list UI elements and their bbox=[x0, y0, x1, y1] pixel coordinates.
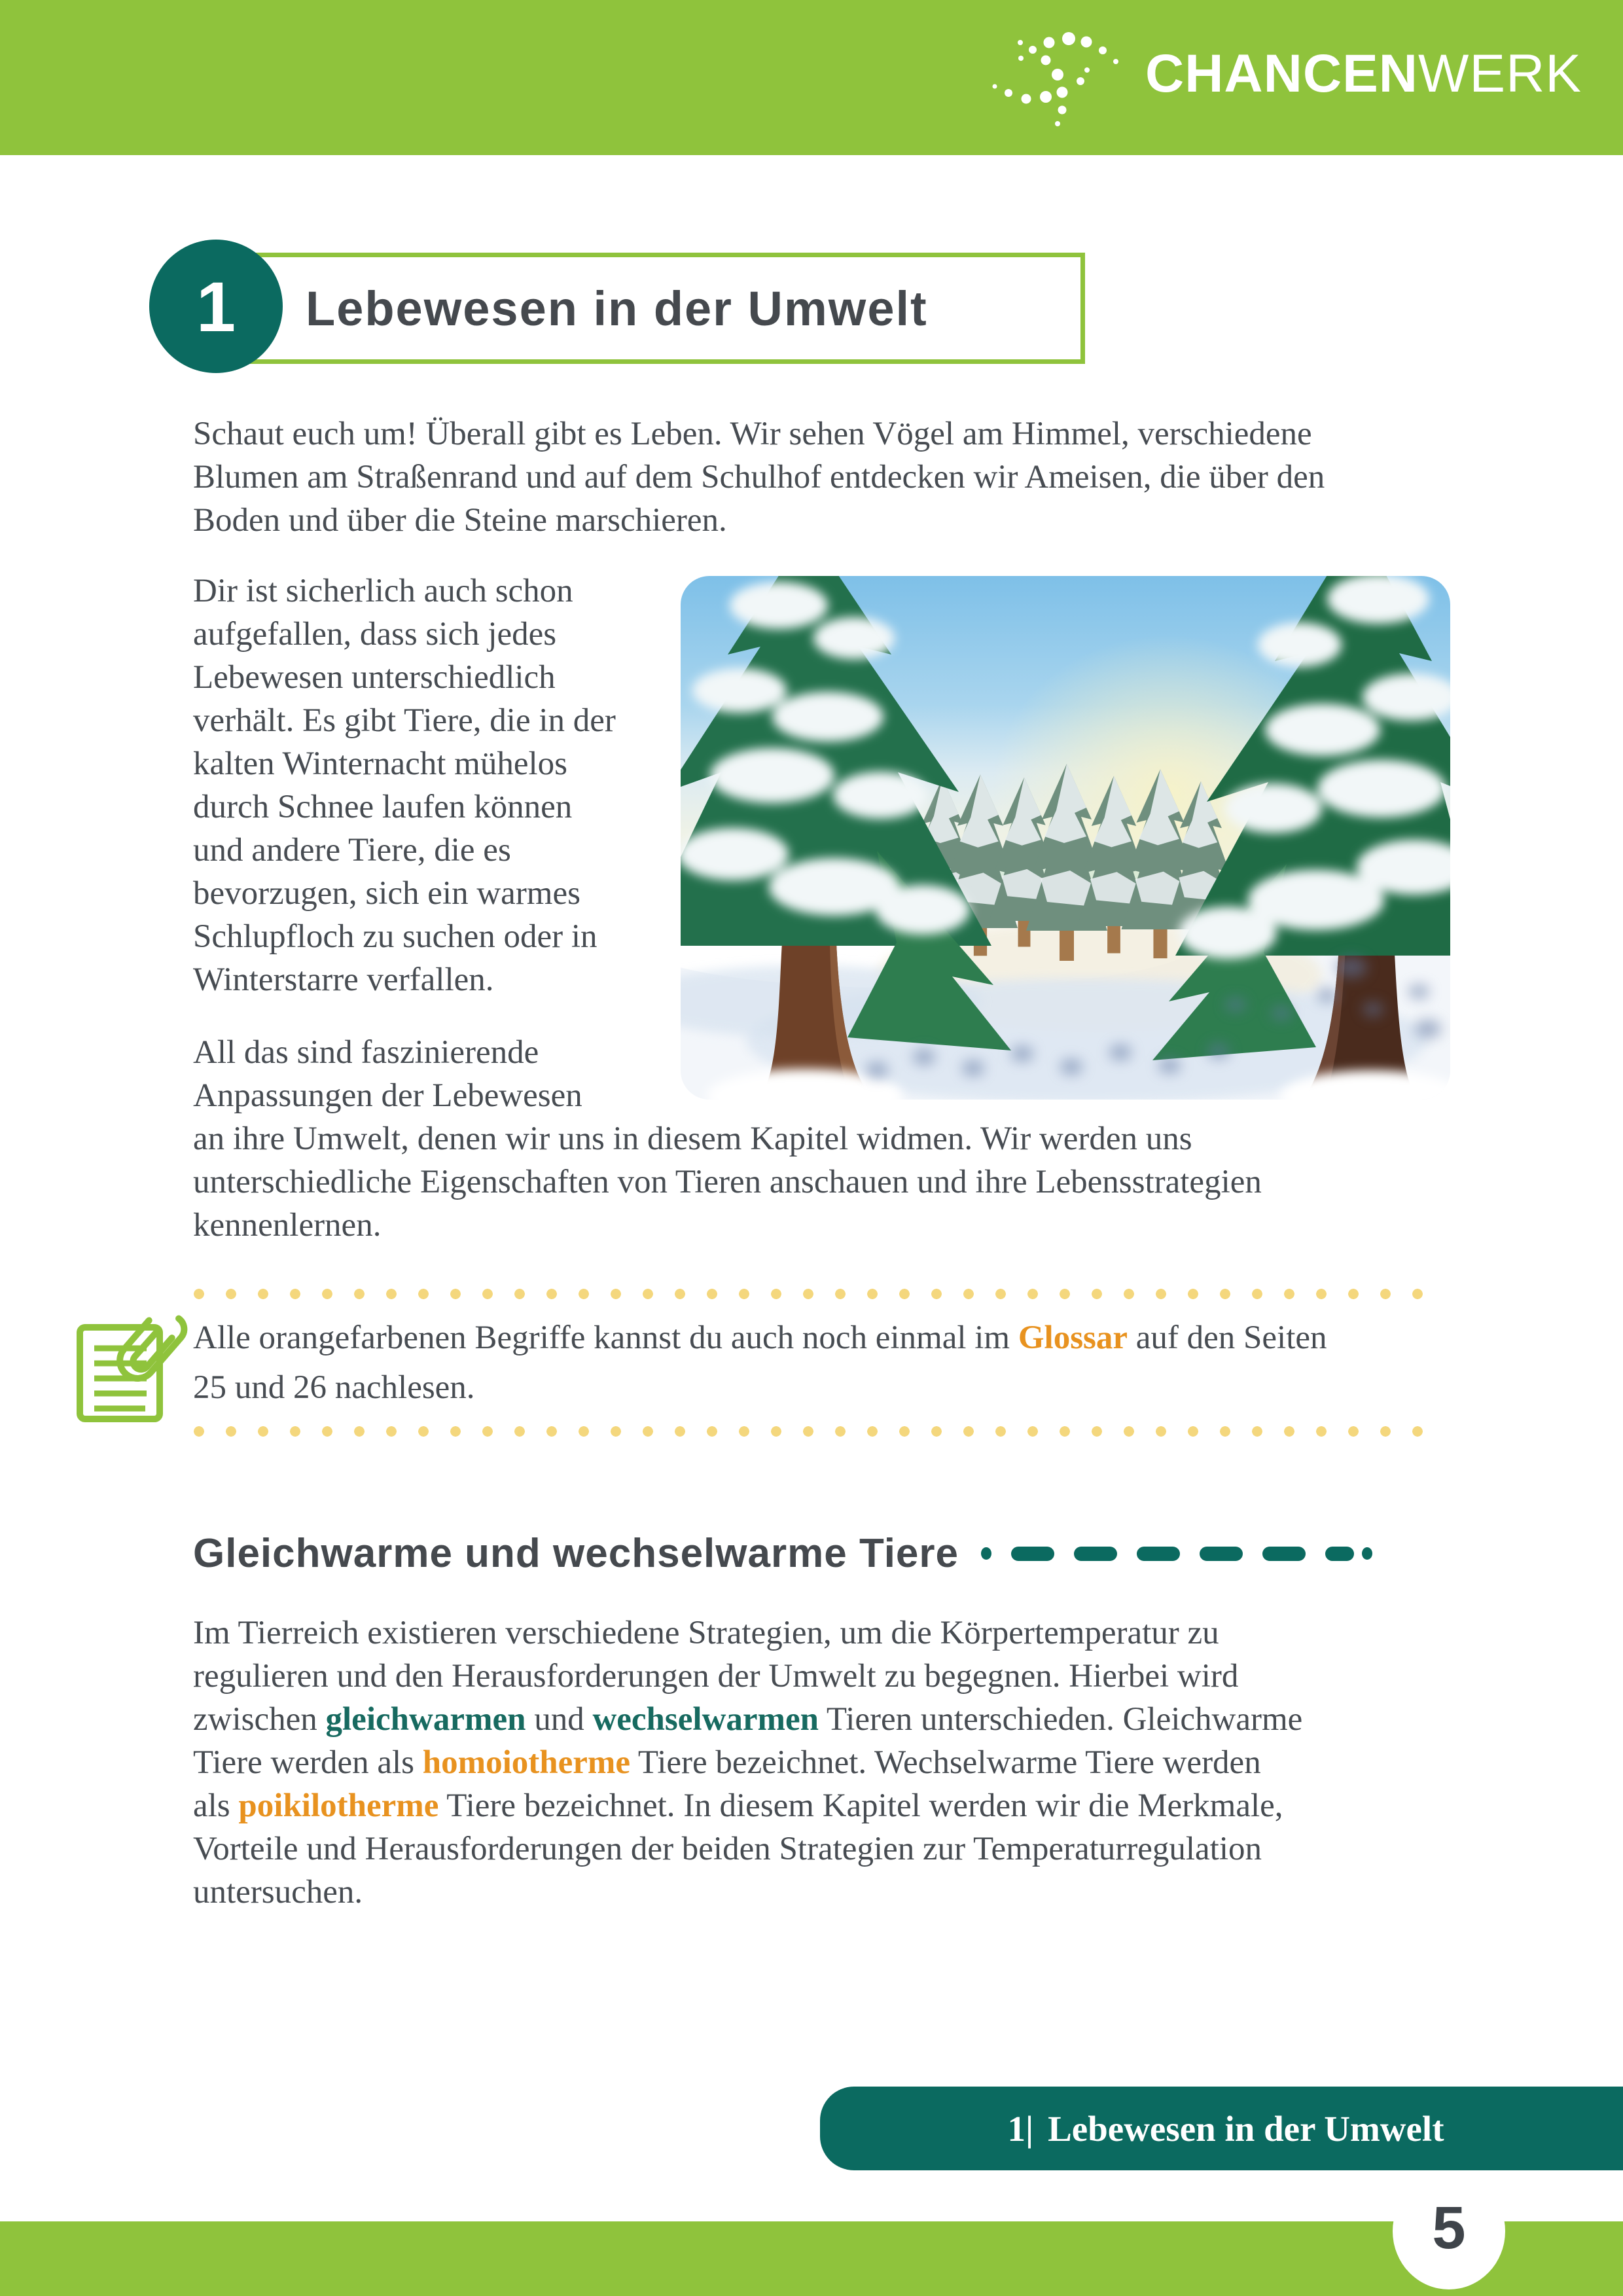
dotted-divider-bottom bbox=[193, 1426, 1431, 1437]
text-line: aufgefallen, dass sich jedes bbox=[193, 616, 557, 653]
footer-chapter-label: 1| bbox=[1007, 2108, 1034, 2149]
text-line bbox=[193, 1871, 1302, 1914]
text-line: Anpassungen der Lebewesen bbox=[193, 1077, 582, 1114]
text-segment: Alle orangefarbenen Begriffe kannst du auch noch einmal im bbox=[193, 1319, 1018, 1356]
text-line: kennenlernen. bbox=[193, 1207, 382, 1244]
text-line: bevorzugen, sich ein warmes bbox=[193, 875, 580, 912]
text-line: durch Schnee laufen können bbox=[193, 789, 573, 825]
intro-paragraph bbox=[193, 412, 1430, 542]
glossary-note-text bbox=[193, 1313, 1327, 1412]
note-paperclip-icon bbox=[73, 1299, 191, 1424]
header-bar bbox=[0, 0, 1623, 155]
dash-dot bbox=[1362, 1547, 1372, 1560]
text-line bbox=[193, 1698, 1302, 1741]
text-line bbox=[193, 1313, 1327, 1363]
highlighted-term: homoiotherme bbox=[422, 1744, 631, 1781]
text-line: Schlupfloch zu suchen oder in bbox=[193, 918, 597, 955]
chapter-title-box bbox=[198, 253, 1085, 364]
text-line: Dir ist sicherlich auch schon bbox=[193, 573, 573, 609]
text-segment: Im Tierreich existieren verschiedene Strategien, um die Körpertemperatur zu bbox=[193, 1615, 1219, 1651]
highlighted-term: poikilotherme bbox=[238, 1787, 439, 1824]
text-line: verhält. Es gibt Tiere, die in der bbox=[193, 702, 616, 739]
text-segment: Tieren unterschieden. Gleichwarme bbox=[819, 1701, 1303, 1738]
brand-dots-icon bbox=[987, 16, 1126, 132]
text-segment: untersuchen. bbox=[193, 1874, 363, 1910]
brand-wordmark bbox=[1145, 43, 1582, 105]
text-line: Winterstarre verfallen. bbox=[193, 961, 494, 998]
text-segment: regulieren und den Herausforderungen der Umwelt zu begegnen. Hierbei wird bbox=[193, 1658, 1239, 1695]
chapter-title: Lebewesen in der Umwelt bbox=[306, 281, 928, 336]
highlighted-term: gleichwarmen bbox=[325, 1701, 526, 1738]
dash-dot bbox=[981, 1547, 991, 1560]
footer-chapter-title: Lebewesen in der Umwelt bbox=[1048, 2108, 1444, 2149]
glossary-link[interactable]: Glossar bbox=[1018, 1319, 1128, 1356]
text-segment: und bbox=[526, 1701, 593, 1738]
text-segment: auf den Seiten bbox=[1128, 1319, 1327, 1356]
text-line: und andere Tiere, die es bbox=[193, 832, 511, 869]
text-line bbox=[193, 1784, 1302, 1827]
text-line bbox=[193, 1827, 1302, 1871]
text-segment: Vorteile und Herausforderungen der beiden Strategien zur Temperaturregulation bbox=[193, 1831, 1262, 1867]
section-title: Gleichwarme und wechselwarme Tiere bbox=[193, 1531, 959, 1576]
dash-divider bbox=[981, 1547, 1372, 1561]
brand-logo bbox=[987, 16, 1582, 132]
chapter-number-badge bbox=[149, 240, 283, 373]
text-segment: Tiere werden als bbox=[193, 1744, 423, 1781]
text-segment: als bbox=[193, 1787, 239, 1824]
text-segment: Tiere bezeichnet. Wechselwarme Tiere werden bbox=[630, 1744, 1261, 1781]
section-paragraph bbox=[193, 1611, 1302, 1914]
page-number: 5 bbox=[1432, 2195, 1466, 2261]
dotted-divider-top bbox=[193, 1288, 1431, 1300]
text-segment: zwischen bbox=[193, 1701, 326, 1738]
text-line: unterschiedliche Eigenschaften von Tieren anschauen und ihre Lebensstrategien bbox=[193, 1164, 1262, 1200]
chapter-number: 1 bbox=[196, 266, 236, 346]
text-line bbox=[193, 1741, 1302, 1784]
footer-bar bbox=[0, 2221, 1623, 2296]
text-line: All das sind faszinierende bbox=[193, 1034, 539, 1071]
text-line: an ihre Umwelt, denen wir uns in diesem Kapitel widmen. Wir werden uns bbox=[193, 1121, 1192, 1157]
text-line: Lebewesen unterschiedlich bbox=[193, 659, 556, 696]
text-line: Boden und über die Steine marschieren. bbox=[193, 502, 727, 539]
text-segment: 25 und 26 nachlesen. bbox=[193, 1369, 475, 1406]
text-line: Blumen am Straßenrand und auf dem Schulhof entdecken wir Ameisen, die über den bbox=[193, 459, 1325, 495]
text-line: kalten Winternacht mühelos bbox=[193, 745, 568, 782]
section-heading-row bbox=[193, 1530, 1372, 1577]
brand-wordmark-light: WERK bbox=[1418, 44, 1582, 103]
footer-chapter-badge bbox=[820, 2087, 1623, 2170]
winter-forest-illustration bbox=[681, 576, 1450, 1100]
text-line bbox=[193, 1655, 1302, 1698]
text-line bbox=[193, 1611, 1302, 1655]
text-segment: Tiere bezeichnet. In diesem Kapitel werden wir die Merkmale, bbox=[438, 1787, 1283, 1824]
text-line: Schaut euch um! Überall gibt es Leben. Wir sehen Vögel am Himmel, verschiedene bbox=[193, 416, 1312, 452]
text-line bbox=[193, 1363, 1327, 1412]
highlighted-term: wechselwarmen bbox=[592, 1701, 819, 1738]
brand-wordmark-bold: CHANCEN bbox=[1145, 44, 1418, 103]
